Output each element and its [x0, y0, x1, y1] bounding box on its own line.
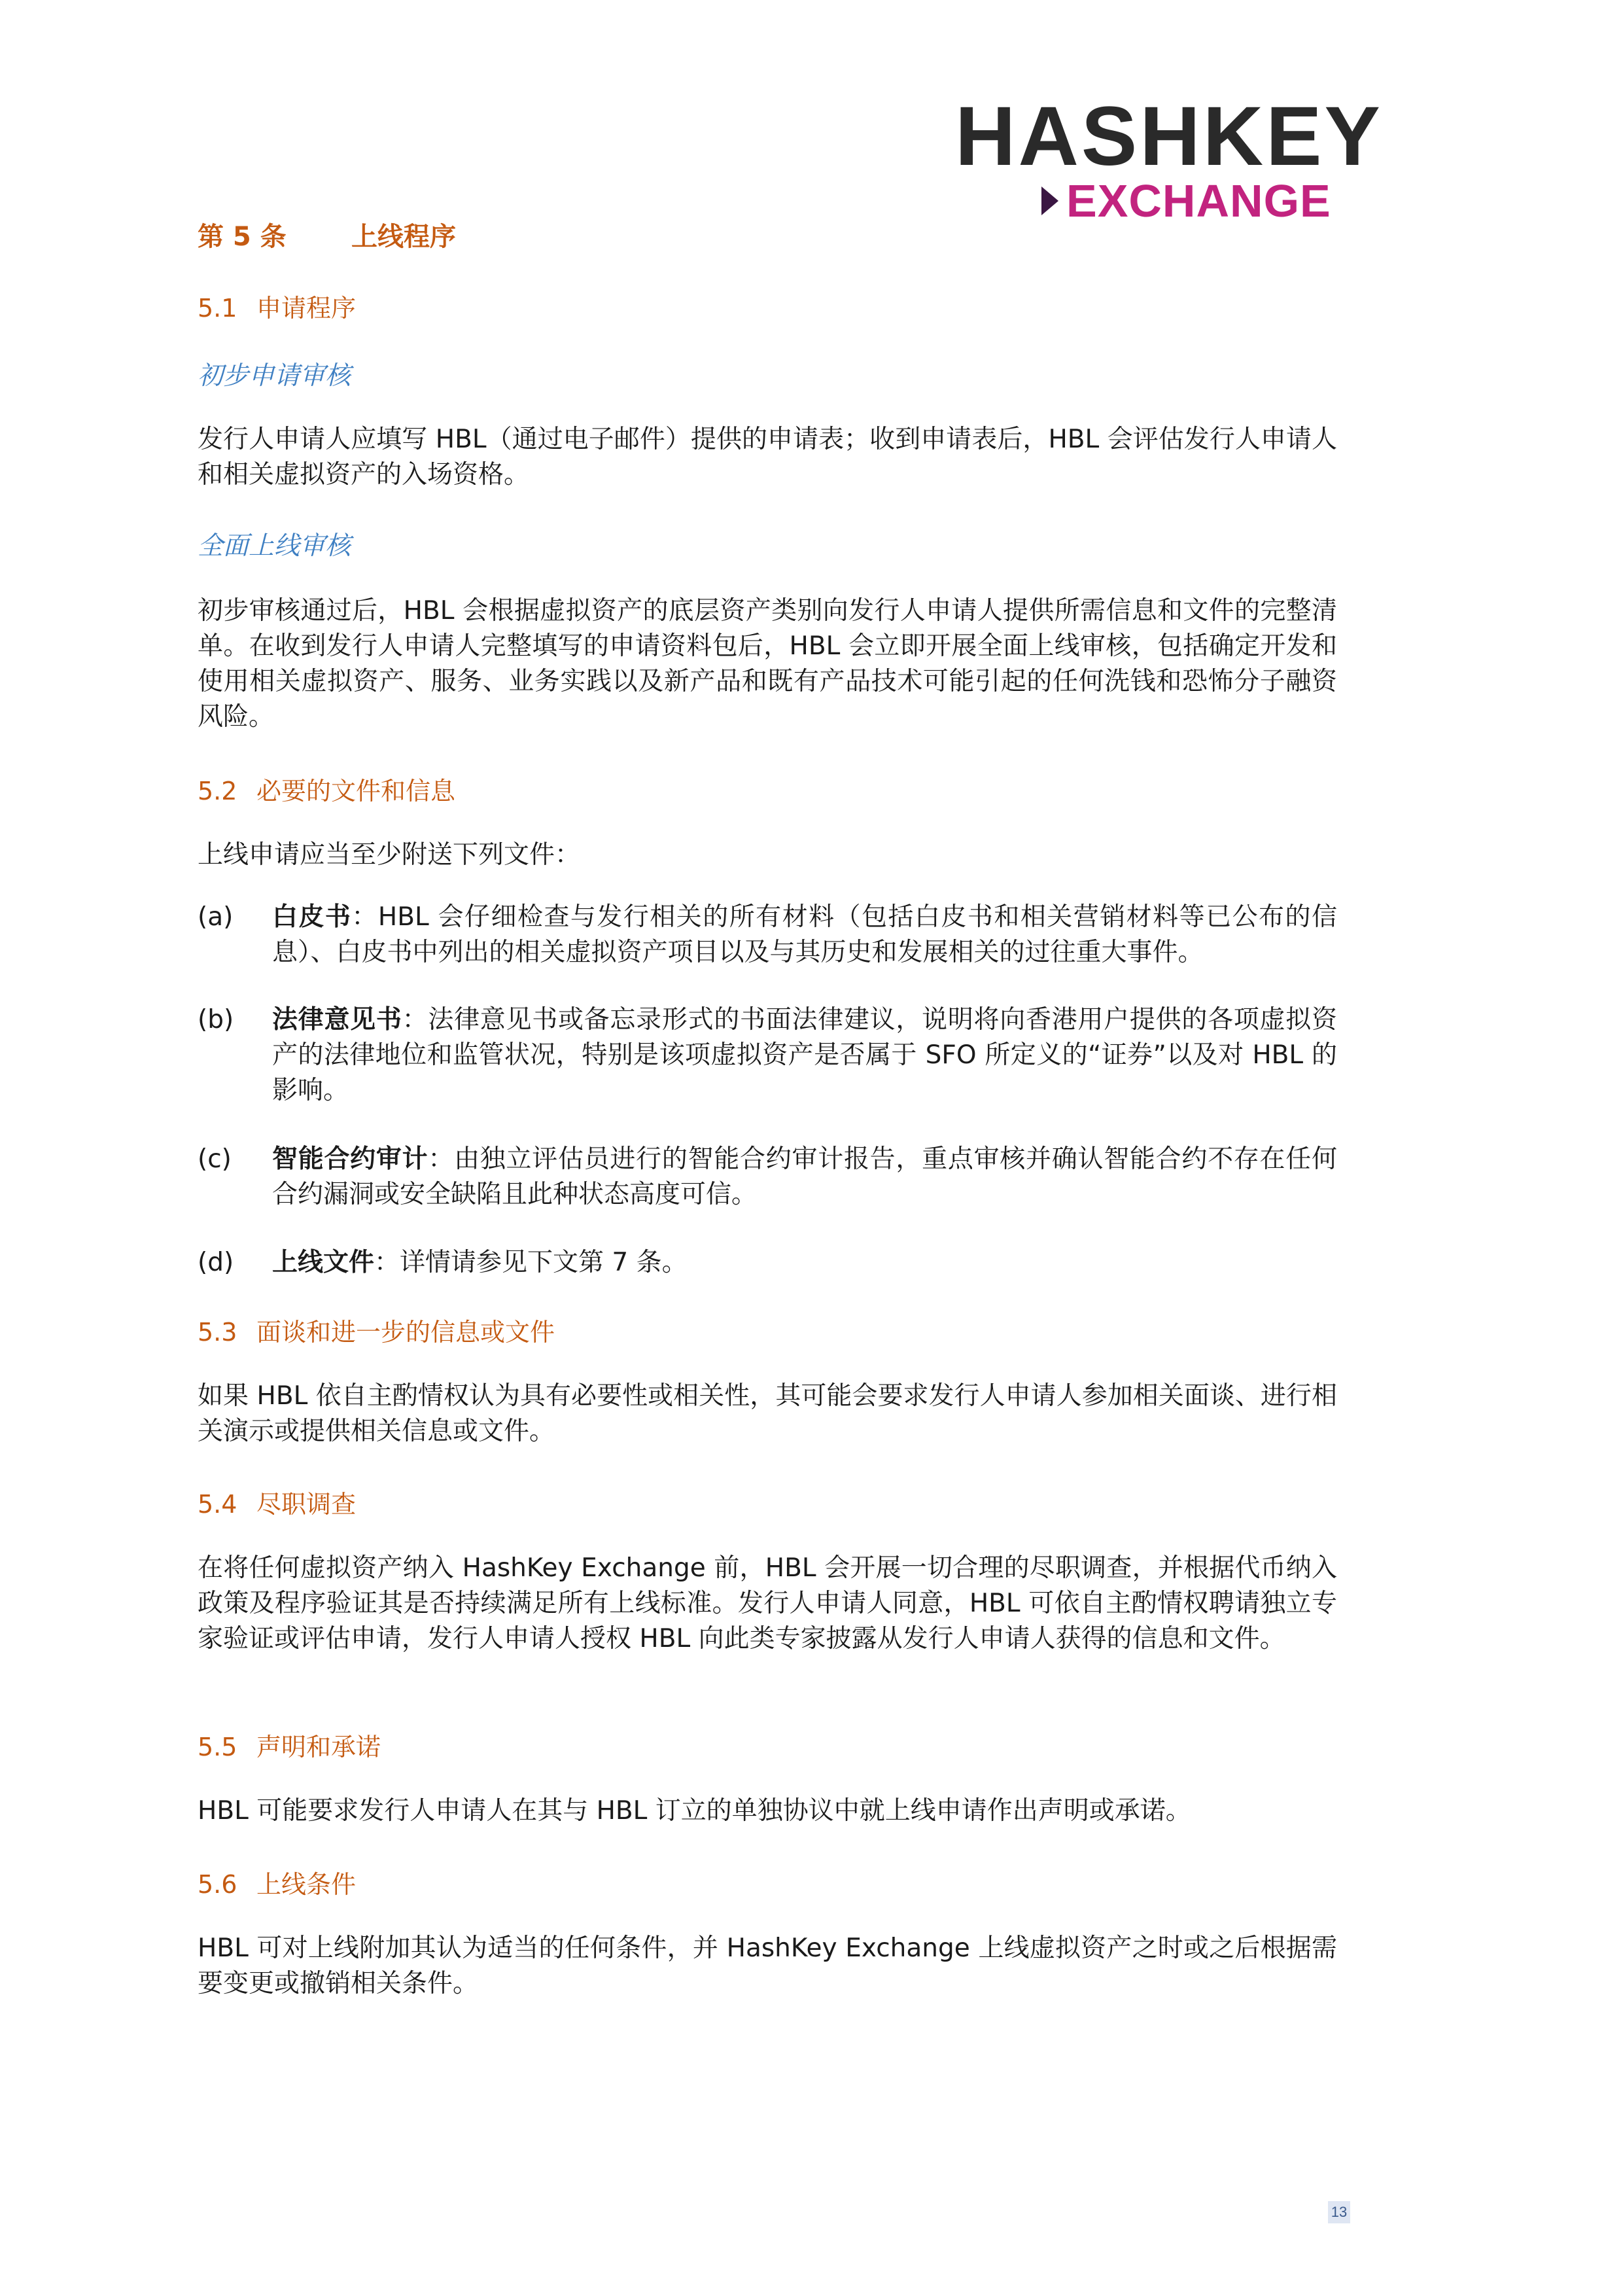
- subsection-5-6-heading: [198, 1864, 356, 1900]
- subsection-title: 尽职调查: [256, 1490, 357, 1519]
- subsection-number: 5.2: [198, 777, 237, 805]
- list-text: ：详情请参见下文第 7 条。: [374, 1248, 688, 1277]
- logo-arrow-icon: [1041, 186, 1058, 215]
- list-item-whitepaper: [198, 900, 1337, 970]
- list-term: 智能合约审计: [272, 1144, 428, 1174]
- list-text: ：由独立评估员进行的智能合约审计报告，重点审核并确认智能合约不存在任何合约漏洞或安全缺陷且此种状态高度可信。: [272, 1144, 1337, 1209]
- required-documents-intro: 上线申请应当至少附送下列文件：: [198, 840, 581, 870]
- subsection-number: 5.3: [198, 1318, 237, 1347]
- initial-review-heading: 初步申请审核: [198, 361, 351, 391]
- list-text: ：法律意见书或备忘录形式的书面法律建议，说明将向香港用户提供的各项虚拟资产的法律地位和监管状况，特别是该项虚拟资产是否属于 SFO 所定义的“证券”以及对 HBL 的影响。: [272, 1005, 1337, 1105]
- page-number: 13: [1328, 2201, 1350, 2223]
- list-term: 白皮书: [272, 902, 352, 932]
- list-term: 法律意见书: [272, 1005, 402, 1034]
- logo-wordmark-exchange: EXCHANGE: [1066, 175, 1331, 226]
- subsection-title: 声明和承诺: [256, 1733, 381, 1761]
- list-marker: (c): [198, 1144, 232, 1174]
- subsection-5-2-heading: [198, 771, 455, 807]
- due-diligence-paragraph: 在将任何虚拟资产纳入 HashKey Exchange 前，HBL 会开展一切合理的尽职调查，并根据代币纳入政策及程序验证其是否持续满足所有上线标准。发行人申请人同意，HBL 可依自主酌情权聘请独立专家验证或评估申请，发行人申请人授权 HBL 向此类专家披露从发行人申请人获得的信息和文件。: [198, 1553, 1337, 1653]
- subsection-title: 必要的文件和信息: [256, 777, 456, 805]
- list-term: 上线文件: [272, 1248, 375, 1277]
- subsection-title: 申请程序: [256, 294, 357, 323]
- interview-paragraph: 如果 HBL 依自主酌情权认为具有必要性或相关性，其可能会要求发行人申请人参加相关面谈、进行相关演示或提供相关信息或文件。: [198, 1381, 1337, 1446]
- section-number: 第 5 条: [198, 222, 287, 252]
- list-text: ：HBL 会仔细检查与发行相关的所有材料（包括白皮书和相关营销材料等已公布的信息）、白皮书中列出的相关虚拟资产项目以及与其历史和发展相关的过往重大事件。: [272, 902, 1337, 967]
- subsection-5-3-heading: [198, 1312, 555, 1348]
- list-marker: (d): [198, 1248, 234, 1277]
- subsection-number: 5.1: [198, 294, 237, 323]
- subsection-number: 5.6: [198, 1870, 237, 1899]
- subsection-5-5-heading: [198, 1727, 381, 1763]
- section-title-text: 上线程序: [351, 222, 456, 252]
- listing-conditions-paragraph: HBL 可对上线附加其认为适当的任何条件，并 HashKey Exchange 上线虚拟资产之时或之后根据需要变更或撤销相关条件。: [198, 1934, 1337, 1998]
- full-listing-review-heading: 全面上线审核: [198, 531, 351, 561]
- subsection-title: 面谈和进一步的信息或文件: [256, 1318, 555, 1347]
- section-title: [198, 216, 456, 253]
- subsection-5-4-heading: [198, 1484, 356, 1520]
- subsection-number: 5.5: [198, 1733, 237, 1761]
- list-marker: (a): [198, 902, 234, 932]
- subsection-number: 5.4: [198, 1490, 237, 1519]
- list-item-listing-documents: [198, 1245, 1337, 1280]
- full-listing-review-paragraph: 初步审核通过后，HBL 会根据虚拟资产的底层资产类别向发行人申请人提供所需信息和文件的完整清单。在收到发行人申请人完整填写的申请资料包后，HBL 会立即开展全面上线审核，包括确定开发和使用相关虚拟资产、服务、业务实践以及新产品和既有产品技术可能引起的任何洗钱和恐怖分子融资风险。: [198, 596, 1337, 732]
- logo-wordmark-hashkey: HASHKEY: [955, 90, 1383, 183]
- representations-paragraph: HBL 可能要求发行人申请人在其与 HBL 订立的单独协议中就上线申请作出声明或承诺。: [198, 1796, 1191, 1826]
- list-marker: (b): [198, 1005, 234, 1034]
- list-item-legal-opinion: [198, 1002, 1337, 1108]
- logo-exchange-row: [955, 175, 1331, 227]
- subsection-title: 上线条件: [256, 1870, 357, 1899]
- initial-review-paragraph: 发行人申请人应填写 HBL（通过电子邮件）提供的申请表；收到申请表后，HBL 会评估发行人申请人和相关虚拟资产的入场资格。: [198, 425, 1337, 489]
- hashkey-exchange-logo: [955, 90, 1383, 226]
- subsection-5-1-heading: [198, 288, 356, 324]
- list-item-smart-contract-audit: [198, 1142, 1337, 1212]
